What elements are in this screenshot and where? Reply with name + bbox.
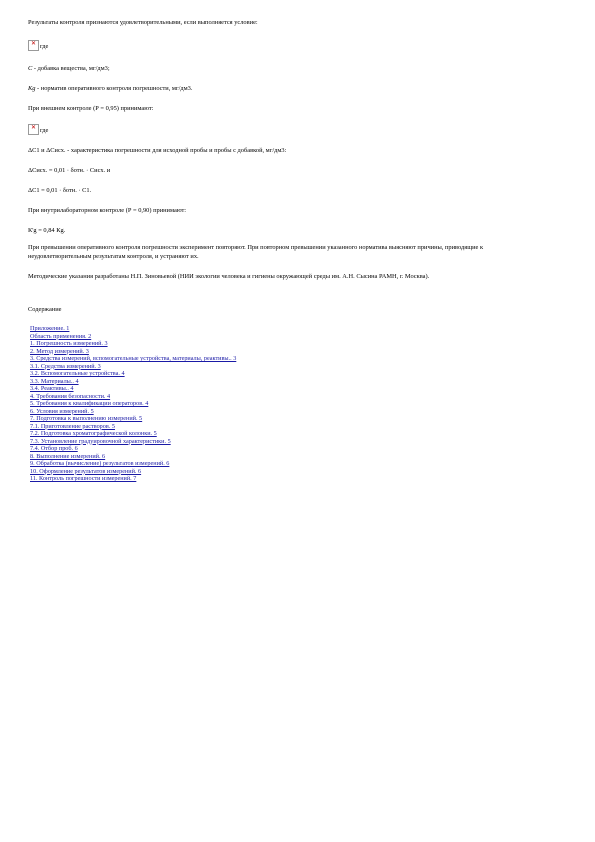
toc-link[interactable]: 6. Условия измерений. 5 xyxy=(30,407,94,415)
toc-link[interactable]: 5. Требования к квалификации операторов. 4 xyxy=(30,400,149,407)
internal-control-text: При внутрилабораторном контроле (Р = 0,90) принимают: xyxy=(28,207,187,214)
intro-text: Результаты контроля признаются удовлетворительными, если выполняется условие: xyxy=(28,19,258,26)
toc-link[interactable]: 7.4. Отбор проб. 6 xyxy=(30,445,78,452)
where-label: где xyxy=(40,42,49,50)
toc-link[interactable]: 3.2. Вспомогательные устройства. 4 xyxy=(30,370,125,377)
toc-link[interactable]: 3.4. Реактивы.. 4 xyxy=(30,385,74,392)
formula-row-2 xyxy=(28,124,48,135)
toc-link[interactable]: 11. Контроль погрешности измерений. 7 xyxy=(30,475,137,482)
kg-prime-formula: К'g = 0,84 Кg. xyxy=(28,227,66,234)
table-of-contents xyxy=(30,325,450,483)
delta-definition: ΔС1 и ΔСисх. - характеристика погрешности для исходной пробы и пробы с добавкой, мг/дм3: xyxy=(28,147,287,154)
delta-formula-2: ΔС1 = 0,01 · δотн. · С1. xyxy=(28,187,92,194)
toc-link[interactable]: 3.1. Средства измерений. 3 xyxy=(30,362,101,370)
formula-row-1 xyxy=(28,40,48,51)
toc-link[interactable]: 7. Подготовка к выполнению измерений. 5 xyxy=(30,415,143,422)
method-paragraph: Методические указания разработаны Н.П. Зиновьевой (НИИ экологии человека и гигиены окружающей среды им. А.Н. Сысина РАМН, г. Москва). xyxy=(28,273,430,280)
external-control-text: При внешнем контроле (Р = 0,95) принимают: xyxy=(28,105,154,112)
toc-link[interactable]: 10. Оформление результатов измерений. 6 xyxy=(30,467,142,475)
kg-definition xyxy=(28,84,548,93)
toc-link[interactable]: 7.3. Установление градуировочной характеристики. 5 xyxy=(30,437,171,445)
toc-link[interactable]: 7.1. Приготовление растворов. 5 xyxy=(30,422,115,430)
toc-link[interactable]: 3.3. Материалы.. 4 xyxy=(30,377,79,385)
c-definition-text: - добавка вещества, мг/дм3; xyxy=(32,65,110,72)
c-definition xyxy=(28,64,548,73)
broken-image-icon xyxy=(28,40,39,51)
toc-link[interactable]: 9. Обработка (вычисление) результатов измерений. 6 xyxy=(30,460,170,467)
toc-link[interactable]: 3. Средства измерений, вспомогательные устройства, материалы, реактивы.. 3 xyxy=(30,355,237,362)
kg-variable: Кg xyxy=(28,85,36,92)
delta-formula-1: ΔСисх. = 0,01 · δотн. · Сисх. и xyxy=(28,167,111,174)
broken-image-icon xyxy=(28,124,39,135)
toc-link[interactable]: 8. Выполнение измерений. 6 xyxy=(30,452,106,460)
where-label: где xyxy=(40,126,49,134)
toc-link[interactable]: Приложение. 1 xyxy=(30,325,70,332)
exceed-paragraph: При превышении оперативного контроля погрешности эксперимент повторяют. При повторном превышении указанного норматива выясняют причины, приводящие к неудовлетворительным результатам контроля, и устраняют их. xyxy=(28,244,484,261)
c-variable: С xyxy=(28,65,33,72)
toc-link[interactable]: 2. Метод измерений. 3 xyxy=(30,347,89,355)
contents-heading: Содержание xyxy=(28,306,62,313)
toc-link[interactable]: 4. Требования безопасности. 4 xyxy=(30,392,111,400)
toc-link[interactable]: Область применения. 2 xyxy=(30,332,92,340)
toc-link[interactable]: 7.2. Подготовка хроматографической колонки. 5 xyxy=(30,430,157,437)
toc-link[interactable]: 1. Погрешность измерений. 3 xyxy=(30,340,108,347)
kg-definition-text: - норматив оперативного контроля погрешности, мг/дм3. xyxy=(35,85,193,92)
